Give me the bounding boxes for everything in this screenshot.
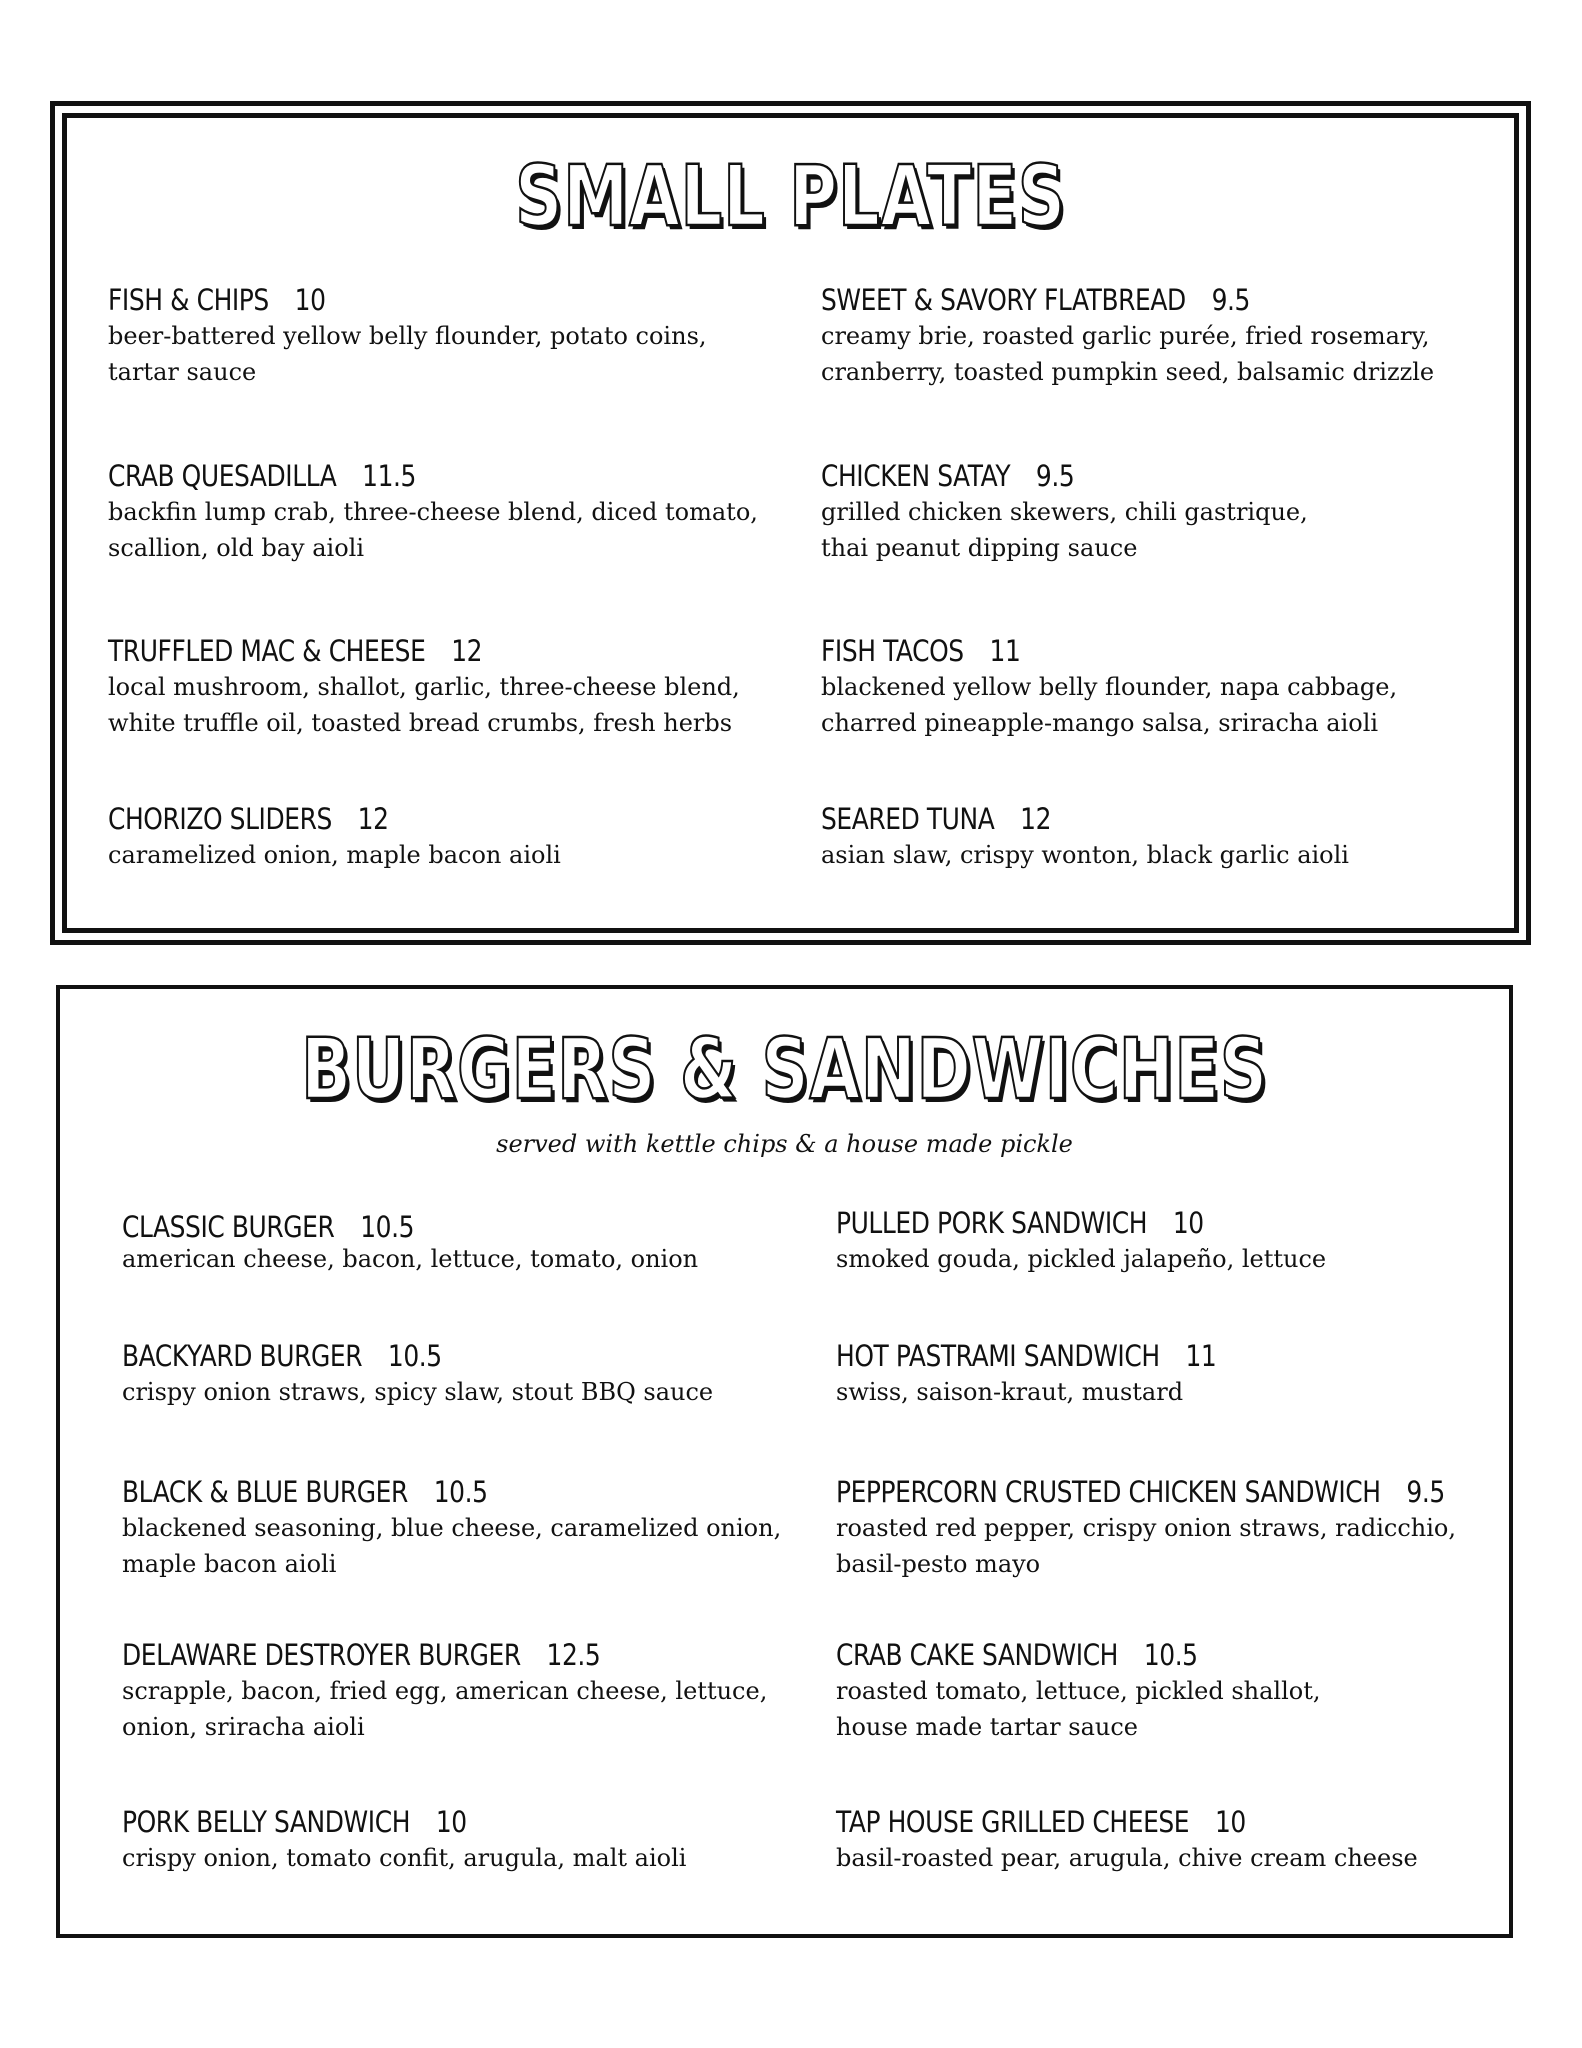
- menu-item-price: 10.5: [433, 1475, 488, 1509]
- menu-item-head: [108, 282, 693, 318]
- description-line: tartar sauce: [108, 358, 257, 386]
- menu-item-name: TAP HOUSE GRILLED CHEESE: [836, 1805, 1190, 1839]
- menu-item: [108, 633, 788, 741]
- menu-item-description: [836, 1673, 1516, 1745]
- menu-item-description: [821, 837, 1501, 873]
- description-line: american cheese, bacon, lettuce, tomato, onion: [122, 1245, 699, 1273]
- menu-item-head: [821, 633, 1406, 669]
- description-line: grilled chicken skewers, chili gastrique,: [821, 498, 1308, 526]
- menu-item: [122, 1209, 802, 1277]
- menu-item-name: PORK BELLY SANDWICH: [122, 1805, 411, 1839]
- menu-item: [836, 1804, 1516, 1876]
- menu-item-head: [122, 1474, 707, 1510]
- menu-item-price: 9.5: [1035, 459, 1075, 493]
- menu-item: [821, 633, 1501, 741]
- menu-item-head: [836, 1804, 1421, 1840]
- menu-item-description: [108, 494, 788, 566]
- menu-item: [122, 1338, 802, 1410]
- burgers-section: [56, 985, 1513, 1938]
- description-line: backfin lump crab, three-cheese blend, diced tomato,: [108, 498, 758, 526]
- description-line: local mushroom, shallot, garlic, three-cheese blend,: [108, 673, 740, 701]
- menu-item: [108, 282, 788, 390]
- description-line: roasted red pepper, crispy onion straws, radicchio,: [836, 1514, 1456, 1542]
- description-line: caramelized onion, maple bacon aioli: [108, 841, 561, 869]
- menu-item-price: 10: [294, 283, 326, 317]
- menu-item-price: 12.5: [546, 1638, 601, 1672]
- menu-item-name: HOT PASTRAMI SANDWICH: [836, 1339, 1160, 1373]
- menu-item-description: [108, 669, 788, 741]
- menu-item-description: [836, 1374, 1516, 1410]
- menu-item-price: 10: [435, 1805, 467, 1839]
- menu-item-name: PEPPERCORN CRUSTED CHICKEN SANDWICH: [836, 1475, 1381, 1509]
- description-line: scrapple, bacon, fried egg, american cheese, lettuce,: [122, 1677, 768, 1705]
- description-line: house made tartar sauce: [836, 1713, 1138, 1741]
- menu-item-description: [836, 1840, 1516, 1876]
- menu-item-description: [122, 1673, 802, 1745]
- description-line: crispy onion straws, spicy slaw, stout BBQ sauce: [122, 1378, 714, 1406]
- description-line: scallion, old bay aioli: [108, 534, 365, 562]
- menu-item-name: TRUFFLED MAC & CHEESE: [108, 634, 426, 668]
- menu-item-head: [122, 1209, 707, 1245]
- menu-item-head: [836, 1637, 1421, 1673]
- menu-item-name: CRAB CAKE SANDWICH: [836, 1638, 1119, 1672]
- menu-item-price: 9.5: [1406, 1475, 1445, 1509]
- menu-item-head: [108, 458, 693, 494]
- menu-item-price: 12: [1020, 802, 1052, 836]
- menu-item: [836, 1205, 1516, 1277]
- menu-item-head: [836, 1474, 1445, 1510]
- menu-item: [122, 1474, 802, 1582]
- menu-item-description: [821, 669, 1501, 741]
- menu-item-price: 10: [1214, 1805, 1246, 1839]
- burgers-subtitle: served with kettle chips & a house made pickle: [496, 1130, 1073, 1158]
- menu-item: [108, 801, 788, 873]
- menu-item-name: FISH TACOS: [821, 634, 964, 668]
- menu-item-price: 10.5: [387, 1339, 442, 1373]
- menu-item: [836, 1474, 1516, 1582]
- description-line: basil-roasted pear, arugula, chive cream cheese: [836, 1844, 1418, 1872]
- menu-item-description: [122, 1241, 802, 1277]
- description-line: blackened seasoning, blue cheese, caramelized onion,: [122, 1514, 782, 1542]
- description-line: white truffle oil, toasted bread crumbs, fresh herbs: [108, 709, 733, 737]
- menu-item-description: [122, 1840, 802, 1876]
- menu-item-description: [821, 494, 1501, 566]
- menu-item-head: [821, 282, 1406, 318]
- menu-item-price: 12: [357, 802, 389, 836]
- menu-item: [836, 1338, 1516, 1410]
- menu-item-description: [122, 1510, 802, 1582]
- menu-item-head: [108, 801, 693, 837]
- menu-item-price: 9.5: [1211, 283, 1250, 317]
- menu-item-description: [108, 837, 788, 873]
- menu-item-head: [108, 633, 693, 669]
- menu-item-price: 10.5: [1143, 1638, 1198, 1672]
- menu-item: [122, 1804, 802, 1876]
- burgers-title: BURGERS & SANDWICHES: [301, 1020, 1268, 1118]
- menu-item-head: [821, 458, 1406, 494]
- description-line: asian slaw, crispy wonton, black garlic aioli: [821, 841, 1349, 869]
- menu-item: [122, 1637, 802, 1745]
- menu-item-head: [821, 801, 1406, 837]
- menu-item-price: 12: [451, 634, 483, 668]
- description-line: basil-pesto mayo: [836, 1550, 1041, 1578]
- menu-item-head: [122, 1637, 707, 1673]
- menu-item: [821, 282, 1501, 390]
- menu-item-name: FISH & CHIPS: [108, 283, 269, 317]
- menu-item-name: BACKYARD BURGER: [122, 1339, 363, 1373]
- menu-item-name: BLACK & BLUE BURGER: [122, 1475, 408, 1509]
- menu-item-name: SWEET & SAVORY FLATBREAD: [821, 283, 1186, 317]
- description-line: charred pineapple-mango salsa, sriracha aioli: [821, 709, 1379, 737]
- menu-item: [821, 458, 1501, 566]
- small-plates-section: [50, 101, 1531, 945]
- menu-item-price: 11: [1185, 1339, 1217, 1373]
- description-line: smoked gouda, pickled jalapeño, lettuce: [836, 1245, 1327, 1273]
- description-line: cranberry, toasted pumpkin seed, balsamic drizzle: [821, 358, 1435, 386]
- small-plates-title: SMALL PLATES: [515, 147, 1066, 245]
- menu-item-name: CRAB QUESADILLA: [108, 459, 337, 493]
- menu-item-description: [108, 318, 788, 390]
- menu-item-head: [836, 1338, 1421, 1374]
- menu-item-name: CHICKEN SATAY: [821, 459, 1011, 493]
- menu-item-name: DELAWARE DESTROYER BURGER: [122, 1638, 521, 1672]
- menu-item-head: [836, 1205, 1421, 1241]
- menu-item-name: CHORIZO SLIDERS: [108, 802, 332, 836]
- description-line: maple bacon aioli: [122, 1550, 337, 1578]
- menu-item-description: [836, 1241, 1516, 1277]
- menu-item-price: 11.5: [362, 459, 416, 493]
- description-line: thai peanut dipping sauce: [821, 534, 1138, 562]
- description-line: beer-battered yellow belly flounder, potato coins,: [108, 322, 707, 350]
- menu-item-description: [836, 1510, 1516, 1582]
- menu-item: [836, 1637, 1516, 1745]
- menu-item-name: CLASSIC BURGER: [122, 1210, 335, 1244]
- description-line: roasted tomato, lettuce, pickled shallot,: [836, 1677, 1321, 1705]
- menu-item-price: 11: [989, 634, 1021, 668]
- menu-item-name: SEARED TUNA: [821, 802, 995, 836]
- menu-item-description: [122, 1374, 802, 1410]
- menu-item-price: 10.5: [360, 1210, 415, 1244]
- menu-item: [821, 801, 1501, 873]
- menu-item-description: [821, 318, 1501, 390]
- menu-item-head: [122, 1338, 707, 1374]
- menu-item: [108, 458, 788, 566]
- description-line: creamy brie, roasted garlic purée, fried rosemary,: [821, 322, 1430, 350]
- menu-item-price: 10: [1172, 1206, 1204, 1240]
- description-line: blackened yellow belly flounder, napa cabbage,: [821, 673, 1398, 701]
- description-line: onion, sriracha aioli: [122, 1713, 365, 1741]
- menu-item-head: [122, 1804, 707, 1840]
- description-line: swiss, saison-kraut, mustard: [836, 1378, 1184, 1406]
- menu-item-name: PULLED PORK SANDWICH: [836, 1206, 1148, 1240]
- description-line: crispy onion, tomato confit, arugula, malt aioli: [122, 1844, 687, 1872]
